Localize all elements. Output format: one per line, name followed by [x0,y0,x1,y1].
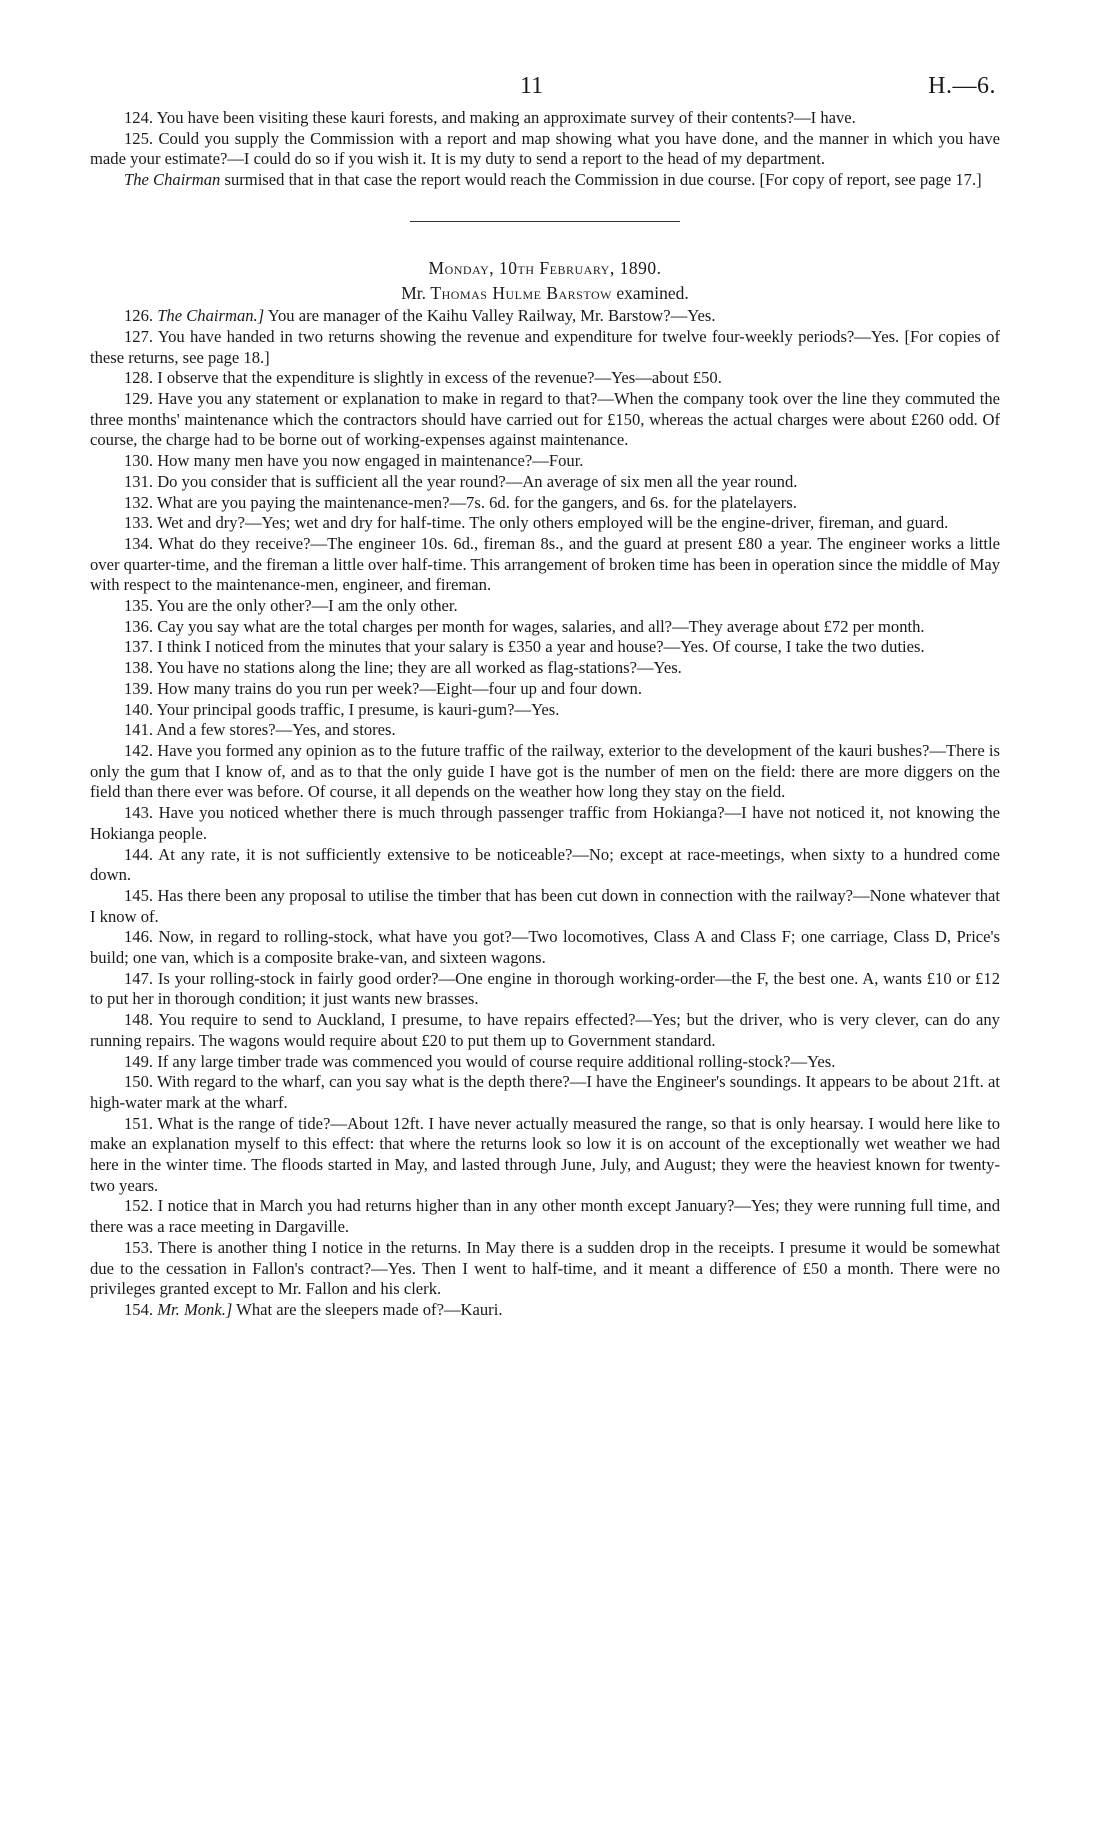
question-text: You have been visiting these kauri forests, and making an approximate survey of their contents?—I have. [156,108,856,127]
witness-name: Thomas Hulme Barstow [430,282,612,303]
page-header [90,72,1000,108]
question-paragraph [90,700,1000,721]
question-text: What do they receive?—The engineer 10s. 6d., fireman 8s., and the guard at present £80 a year. The engineer works a little over quarter-time, and the fireman a little over half-time. This arrangement of broken time has been in operation since the middle of May with respect to the maintenance-men, engineer, and fireman. [90,533,1000,595]
question-text: I notice that in March you had returns higher than in any other month except January?—Yes; they were running full time, and there was a race meeting in Dargaville. [90,1196,1000,1237]
question-text: Is your rolling-stock in fairly good order?—One engine in thorough working-order—the F, the best one. A, wants £10 or £12 to put her in thorough condition; it just wants new brasses. [90,968,1000,1009]
chairman-note [90,170,1000,191]
question-paragraph [90,1052,1000,1073]
question-text: What are the sleepers made of?—Kauri. [232,1299,503,1319]
question-text: At any rate, it is not sufficiently extensive to be noticeable?—No; except at race-meetings, when sixty to a hundred come down. [90,844,1000,885]
question-text: What is the range of tide?—About 12ft. I have never actually measured the range, so that is only hearsay. I would here like to make an explanation myself to this effect: that where the returns look so low it is on account of the exceptionally wet weather we had here in the winter time. The floods started in May, and lasted through June, July, and August; they were the heaviest known for twenty-two years. [90,1113,1000,1195]
session-date-heading: Monday, 10th February, 1890. [428,257,662,278]
question-text: Your principal goods traffic, I presume, is kauri-gum?—Yes. [156,699,560,719]
question-number: 140. [124,699,154,719]
question-number: 125. [124,128,154,148]
question-text: How many trains do you run per week?—Eight—four up and four down. [157,678,643,698]
question-number: 133. [124,513,154,533]
question-paragraph [90,389,1000,451]
question-number: 130. [124,451,154,471]
witness-suffix: examined. [611,282,689,303]
speaker-name: The Chairman [124,170,221,190]
question-text: With regard to the wharf, can you say what is the depth there?—I have the Engineer's soundings. It appears to be about 21ft. at high-water mark at the wharf. [90,1072,1000,1112]
question-number: 129. [124,389,154,409]
question-number: 152. [124,1196,154,1216]
question-text: If any large timber trade was commenced you would of course require additional rolling-stock?—Yes. [157,1051,836,1071]
question-paragraph [90,1010,1000,1051]
question-paragraph [90,513,1000,534]
question-number: 127. [124,326,154,346]
question-number: 146. [124,927,154,947]
question-number: 148. [124,1010,154,1030]
witness-heading [90,283,1000,304]
question-text: Have you any statement or explanation to make in regard to that?—When the company took over the line they commuted the three months' maintenance which the contractors should have carried out for £150, whereas the actual charges were about £260 odd. Of course, the charge had to be borne out of working-expenses against maintenance. [90,389,1000,450]
speaker-name: Mr. Monk.] [157,1299,233,1319]
question-text: Could you supply the Commission with a report and map showing what you have done, and the manner in which you have made your estimate?—I could do so if you wish it. It is my duty to send a report to the head of my department. [90,128,1000,169]
witness-prefix: Mr. [401,282,431,303]
question-text: Do you consider that is sufficient all the year round?—An average of six men all the year round. [157,471,798,491]
question-paragraph [90,534,1000,596]
document-code: H.—6. [928,73,996,99]
question-paragraph [90,1238,1000,1300]
question-paragraph [90,327,1000,368]
question-paragraph [90,803,1000,844]
question-number: 143. [124,803,154,823]
question-number: 149. [124,1051,154,1071]
question-paragraph [90,129,1000,170]
question-text: There is another thing I notice in the returns. In May there is a sudden drop in the receipts. I presume it would be somewhat due to the cessation in Fallon's contract?—Yes. Then I went to half-time, and it meant a difference of £50 a month. There were no privileges granted except to Mr. Fallon and his clerk. [90,1237,1000,1299]
question-text: Cay you say what are the total charges per month for wages, salaries, and all?—They average about £72 per month. [157,616,925,636]
question-paragraph [90,306,1000,327]
question-number: 131. [124,471,154,491]
question-number: 132. [124,492,154,512]
question-text: You require to send to Auckland, I presume, to have repairs effected?—Yes; but the driver, who is very clever, can do any running repairs. The wagons would require about £20 to put them up to Government standard. [90,1010,1000,1050]
question-number: 154. [124,1299,154,1319]
examination-transcript [90,306,1000,1320]
question-paragraph [90,472,1000,493]
question-paragraph [90,886,1000,927]
question-text: Has there been any proposal to utilise the timber that has been cut down in connection with the railway?—None whatever that I know of. [90,885,1000,926]
question-paragraph [90,927,1000,968]
question-paragraph [90,741,1000,803]
question-number: 126. [124,306,154,326]
question-paragraph [90,720,1000,741]
intro-section [90,108,1000,191]
note-text: surmised that in that case the report would reach the Commission in due course. [For copy of report, see page 17.] [220,170,982,190]
question-text: Have you formed any opinion as to the future traffic of the railway, exterior to the development of the kauri bushes?—There is only the gum that I know of, and as to that the only guide I have got is the number of men on the field: there are more diggers on the field than there ever was before. Of course, it all depends on the weather how long they stay on the field. [90,740,1000,802]
question-text: Wet and dry?—Yes; wet and dry for half-time. The only others employed will be the engine-driver, fireman, and guard. [156,513,949,533]
question-paragraph [90,108,1000,129]
speaker-name: The Chairman.] [157,306,265,326]
question-paragraph [90,1072,1000,1113]
section-divider [410,221,680,222]
question-number: 145. [124,885,154,905]
question-number: 150. [124,1072,154,1092]
question-text: You are manager of the Kaihu Valley Railway, Mr. Barstow?—Yes. [264,306,716,326]
question-number: 128. [124,368,154,388]
question-paragraph [90,637,1000,658]
question-paragraph [90,1196,1000,1237]
question-text: Have you noticed whether there is much through passenger traffic from Hokianga?—I have not noticed it, not knowing the Hokianga people. [90,803,1000,843]
question-number: 144. [124,844,154,864]
question-number: 135. [124,596,154,616]
question-number: 134. [124,533,154,553]
question-number: 142. [124,740,154,760]
question-paragraph [90,679,1000,700]
question-paragraph [90,368,1000,389]
question-text: You have no stations along the line; they are all worked as flag-stations?—Yes. [156,658,682,678]
question-paragraph [90,1114,1000,1197]
question-number: 147. [124,968,154,988]
question-number: 138. [124,658,154,678]
question-text: What are you paying the maintenance-men?—7s. 6d. for the gangers, and 6s. for the platelayers. [156,492,797,512]
question-number: 151. [124,1113,154,1133]
question-text: I observe that the expenditure is slightly in excess of the revenue?—Yes—about £50. [157,368,722,388]
question-number: 153. [124,1237,154,1257]
page-number: 11 [520,73,544,99]
question-paragraph [90,493,1000,514]
question-text: You have handed in two returns showing the revenue and expenditure for twelve four-weekly periods?—Yes. [For copies of these returns, see page 18.] [90,326,1000,367]
question-text: You are the only other?—I am the only other. [156,596,458,616]
question-text: I think I noticed from the minutes that your salary is £350 a year and house?—Yes. Of course, I take the two duties. [157,637,925,657]
question-paragraph [90,969,1000,1010]
question-number: 141. [124,720,154,740]
question-paragraph [90,1300,1000,1321]
question-text: How many men have you now engaged in maintenance?—Four. [157,451,584,471]
question-paragraph [90,451,1000,472]
question-paragraph [90,658,1000,679]
question-paragraph [90,845,1000,886]
question-number: 124. [124,108,154,127]
question-number: 137. [124,637,154,657]
question-number: 139. [124,678,154,698]
question-number: 136. [124,616,154,636]
question-paragraph [90,617,1000,638]
question-paragraph [90,596,1000,617]
question-text: And a few stores?—Yes, and stores. [156,720,396,740]
question-text: Now, in regard to rolling-stock, what have you got?—Two locomotives, Class A and Class F; one carriage, Class D, Price's build; one van, which is a composite brake-van, and sixteen wagons. [90,927,1000,968]
